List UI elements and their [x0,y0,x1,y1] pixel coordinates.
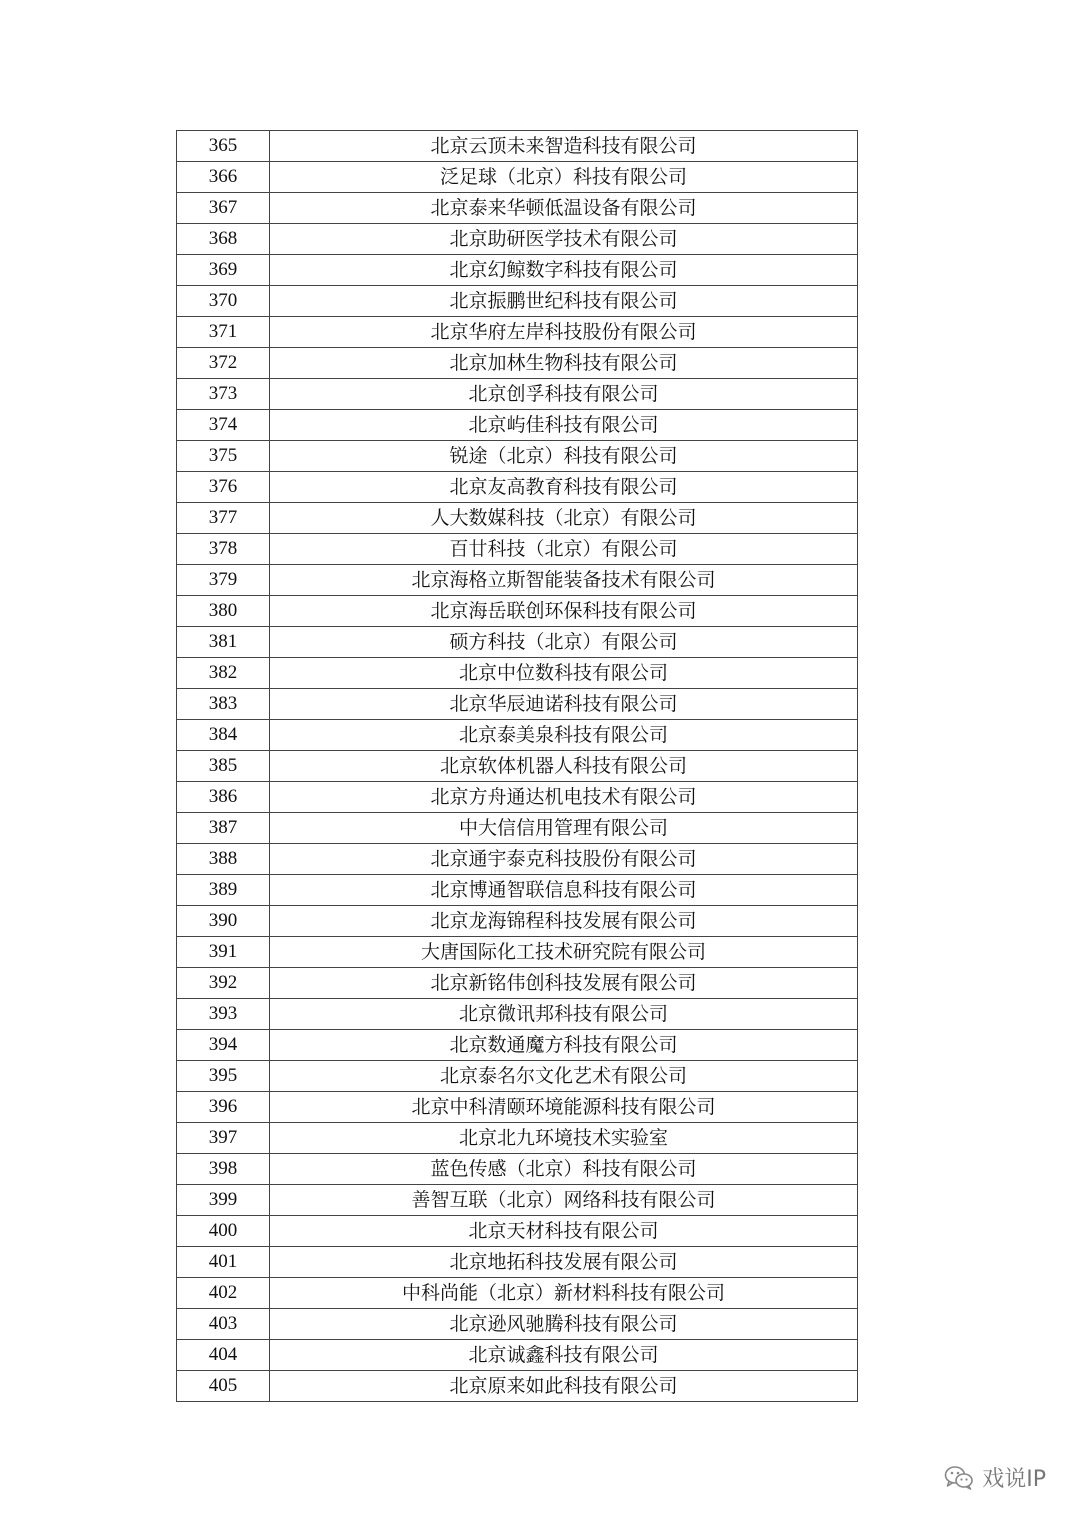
company-name-cell: 善智互联（北京）网络科技有限公司 [270,1185,858,1216]
row-number-cell: 400 [177,1216,270,1247]
company-name-cell: 北京天材科技有限公司 [270,1216,858,1247]
table-row [177,255,858,286]
row-number-cell: 377 [177,503,270,534]
company-name-cell: 北京泰名尔文化艺术有限公司 [270,1061,858,1092]
table-row [177,565,858,596]
table-row [177,410,858,441]
row-number-cell: 379 [177,565,270,596]
table-row [177,875,858,906]
row-number-cell: 399 [177,1185,270,1216]
row-number-cell: 373 [177,379,270,410]
company-name-cell: 蓝色传感（北京）科技有限公司 [270,1154,858,1185]
company-name-cell: 北京北九环境技术实验室 [270,1123,858,1154]
row-number-cell: 380 [177,596,270,627]
row-number-cell: 371 [177,317,270,348]
table-row [177,937,858,968]
table-row [177,1154,858,1185]
row-number-cell: 375 [177,441,270,472]
company-name-cell: 北京创孚科技有限公司 [270,379,858,410]
row-number-cell: 383 [177,689,270,720]
company-name-cell: 北京泰美泉科技有限公司 [270,720,858,751]
company-name-cell: 北京云顶未来智造科技有限公司 [270,131,858,162]
row-number-cell: 368 [177,224,270,255]
company-name-cell: 北京新铭伟创科技发展有限公司 [270,968,858,999]
table-row [177,1185,858,1216]
table-row [177,1061,858,1092]
watermark [944,1462,1046,1493]
table-row [177,317,858,348]
row-number-cell: 366 [177,162,270,193]
company-name-cell: 北京方舟通达机电技术有限公司 [270,782,858,813]
company-name-cell: 北京友高教育科技有限公司 [270,472,858,503]
row-number-cell: 365 [177,131,270,162]
row-number-cell: 382 [177,658,270,689]
company-name-cell: 锐途（北京）科技有限公司 [270,441,858,472]
table-row [177,596,858,627]
table-row [177,1216,858,1247]
row-number-cell: 393 [177,999,270,1030]
table-row [177,1030,858,1061]
row-number-cell: 405 [177,1371,270,1402]
table-row [177,472,858,503]
company-name-cell: 人大数媒科技（北京）有限公司 [270,503,858,534]
company-name-cell: 泛足球（北京）科技有限公司 [270,162,858,193]
company-name-cell: 北京中科清颐环境能源科技有限公司 [270,1092,858,1123]
table-row [177,844,858,875]
table-row [177,1123,858,1154]
company-name-cell: 北京泰来华顿低温设备有限公司 [270,193,858,224]
company-name-cell: 北京幻鲸数字科技有限公司 [270,255,858,286]
table-row [177,1247,858,1278]
row-number-cell: 397 [177,1123,270,1154]
row-number-cell: 370 [177,286,270,317]
table-row [177,689,858,720]
company-name-cell: 北京原来如此科技有限公司 [270,1371,858,1402]
row-number-cell: 398 [177,1154,270,1185]
table-row [177,968,858,999]
table-row [177,813,858,844]
company-name-cell: 大唐国际化工技术研究院有限公司 [270,937,858,968]
table-row [177,224,858,255]
row-number-cell: 384 [177,720,270,751]
table-row [177,1371,858,1402]
table-row [177,906,858,937]
company-name-cell: 中科尚能（北京）新材料科技有限公司 [270,1278,858,1309]
row-number-cell: 388 [177,844,270,875]
company-name-cell: 北京地拓科技发展有限公司 [270,1247,858,1278]
table-row [177,441,858,472]
table-row [177,1278,858,1309]
table-row [177,534,858,565]
row-number-cell: 374 [177,410,270,441]
company-name-cell: 北京振鹏世纪科技有限公司 [270,286,858,317]
table-row [177,193,858,224]
table-row [177,1309,858,1340]
table-row [177,782,858,813]
row-number-cell: 395 [177,1061,270,1092]
table-row [177,162,858,193]
company-name-cell: 中大信信用管理有限公司 [270,813,858,844]
table-row [177,1092,858,1123]
watermark-text: 戏说IP [982,1467,1046,1492]
company-name-cell: 北京龙海锦程科技发展有限公司 [270,906,858,937]
row-number-cell: 378 [177,534,270,565]
row-number-cell: 391 [177,937,270,968]
row-number-cell: 404 [177,1340,270,1371]
company-name-cell: 北京逊风驰腾科技有限公司 [270,1309,858,1340]
company-name-cell: 北京海格立斯智能装备技术有限公司 [270,565,858,596]
company-name-cell: 硕方科技（北京）有限公司 [270,627,858,658]
table-row [177,720,858,751]
company-name-cell: 北京数通魔方科技有限公司 [270,1030,858,1061]
row-number-cell: 387 [177,813,270,844]
row-number-cell: 386 [177,782,270,813]
table-row [177,1340,858,1371]
company-name-cell: 北京助研医学技术有限公司 [270,224,858,255]
company-name-cell: 北京华辰迪诺科技有限公司 [270,689,858,720]
company-name-cell: 北京海岳联创环保科技有限公司 [270,596,858,627]
company-name-cell: 百廿科技（北京）有限公司 [270,534,858,565]
table-row [177,751,858,782]
table-row [177,286,858,317]
row-number-cell: 394 [177,1030,270,1061]
row-number-cell: 402 [177,1278,270,1309]
company-name-cell: 北京软体机器人科技有限公司 [270,751,858,782]
table-row [177,131,858,162]
company-name-cell: 北京华府左岸科技股份有限公司 [270,317,858,348]
row-number-cell: 381 [177,627,270,658]
row-number-cell: 376 [177,472,270,503]
company-name-cell: 北京博通智联信息科技有限公司 [270,875,858,906]
row-number-cell: 392 [177,968,270,999]
company-name-cell: 北京加林生物科技有限公司 [270,348,858,379]
company-name-cell: 北京中位数科技有限公司 [270,658,858,689]
row-number-cell: 385 [177,751,270,782]
row-number-cell: 396 [177,1092,270,1123]
row-number-cell: 372 [177,348,270,379]
company-table [176,130,858,1402]
table-row [177,627,858,658]
row-number-cell: 403 [177,1309,270,1340]
company-name-cell: 北京诚鑫科技有限公司 [270,1340,858,1371]
table-row [177,503,858,534]
company-name-cell: 北京通宇泰克科技股份有限公司 [270,844,858,875]
table-row [177,348,858,379]
company-name-cell: 北京屿佳科技有限公司 [270,410,858,441]
row-number-cell: 389 [177,875,270,906]
row-number-cell: 369 [177,255,270,286]
table-row [177,999,858,1030]
company-table-body [177,131,858,1402]
row-number-cell: 401 [177,1247,270,1278]
table-row [177,379,858,410]
row-number-cell: 390 [177,906,270,937]
wechat-icon [944,1465,974,1491]
table-row [177,658,858,689]
row-number-cell: 367 [177,193,270,224]
company-name-cell: 北京微讯邦科技有限公司 [270,999,858,1030]
